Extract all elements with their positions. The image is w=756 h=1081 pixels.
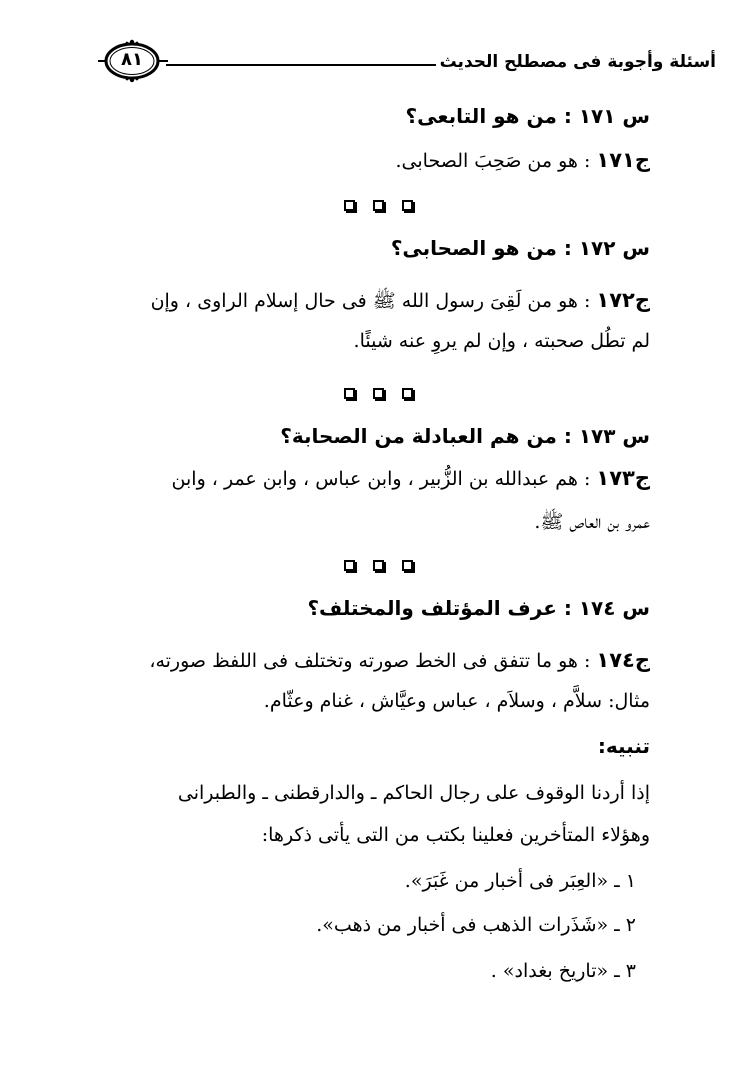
- question-173: س ١٧٣ : من هم العبادلة من الصحابة؟: [280, 424, 650, 448]
- header-rule: [166, 64, 436, 66]
- question-174: س ١٧٤ : عرف المؤتلف والمختلف؟: [307, 596, 650, 620]
- answer-text: : هو من لَقِىَ رسول الله ﷺ فى حال إسلام الراوى ، وإن: [150, 290, 591, 312]
- answer-172-line-2: لم تطُل صحبته ، وإن لم يروِ عنه شيئًا.: [353, 330, 650, 352]
- list-item: ٢ ـ «شَذَرات الذهب فى أخبار من ذهب».: [316, 914, 636, 936]
- square-ornament-icon: [402, 388, 413, 399]
- square-ornament-icon: [373, 200, 384, 211]
- square-ornament-icon: [402, 560, 413, 571]
- page-header: [96, 38, 716, 84]
- answer-text: : هو من صَحِبَ الصحابى.: [395, 150, 591, 172]
- page-number-badge: [96, 38, 168, 84]
- question-172: س ١٧٢ : من هو الصحابى؟: [390, 236, 650, 260]
- answer-label: ج١٧٢: [596, 288, 650, 312]
- square-ornament-icon: [344, 560, 355, 571]
- question-171: س ١٧١ : من هو التابعى؟: [405, 104, 650, 128]
- separator: [0, 384, 756, 403]
- answer-173-line-2: عمرو بن العاص ﷺ.: [534, 511, 650, 533]
- page-number: ٨١: [121, 49, 143, 70]
- answer-label: ج١٧٣: [596, 466, 650, 490]
- note-heading: تنبيه:: [597, 734, 650, 758]
- answer-174-line-1: [96, 648, 650, 672]
- answer-text: : هو ما تتفق فى الخط صورته وتختلف فى اللفظ صورته،: [149, 650, 591, 672]
- running-title: أسئلة وأجوبة فى مصطلح الحديث: [439, 52, 716, 72]
- separator: [0, 556, 756, 575]
- answer-174-line-2: مثال: سلاَّم ، وسلاَم ، عباس وعيَّاش ، غنام وعثّام.: [263, 690, 650, 712]
- square-ornament-icon: [344, 200, 355, 211]
- list-item: ١ ـ «العِبَر فى أخبار من غَبَرَ».: [404, 870, 636, 892]
- answer-label: ج١٧٤: [596, 648, 650, 672]
- note-line-1: إذا أردنا الوقوف على رجال الحاكم ـ والدارقطنى ـ والطبرانى: [177, 782, 650, 804]
- list-item: ٣ ـ «تاريخ بغداد» .: [490, 960, 636, 982]
- square-ornament-icon: [402, 200, 413, 211]
- answer-173-line-1: [96, 466, 650, 490]
- note-line-2: وهؤلاء المتأخرين فعلينا بكتب من التى يأتى ذكرها:: [261, 824, 650, 846]
- answer-172-line-1: [96, 288, 650, 317]
- square-ornament-icon: [344, 388, 355, 399]
- answer-171: [96, 148, 650, 172]
- answer-text: : هم عبدالله بن الزُّبير ، وابن عباس ، وابن عمر ، وابن: [171, 468, 591, 490]
- square-ornament-icon: [373, 560, 384, 571]
- separator: [0, 196, 756, 215]
- answer-label: ج١٧١: [596, 148, 650, 172]
- square-ornament-icon: [373, 388, 384, 399]
